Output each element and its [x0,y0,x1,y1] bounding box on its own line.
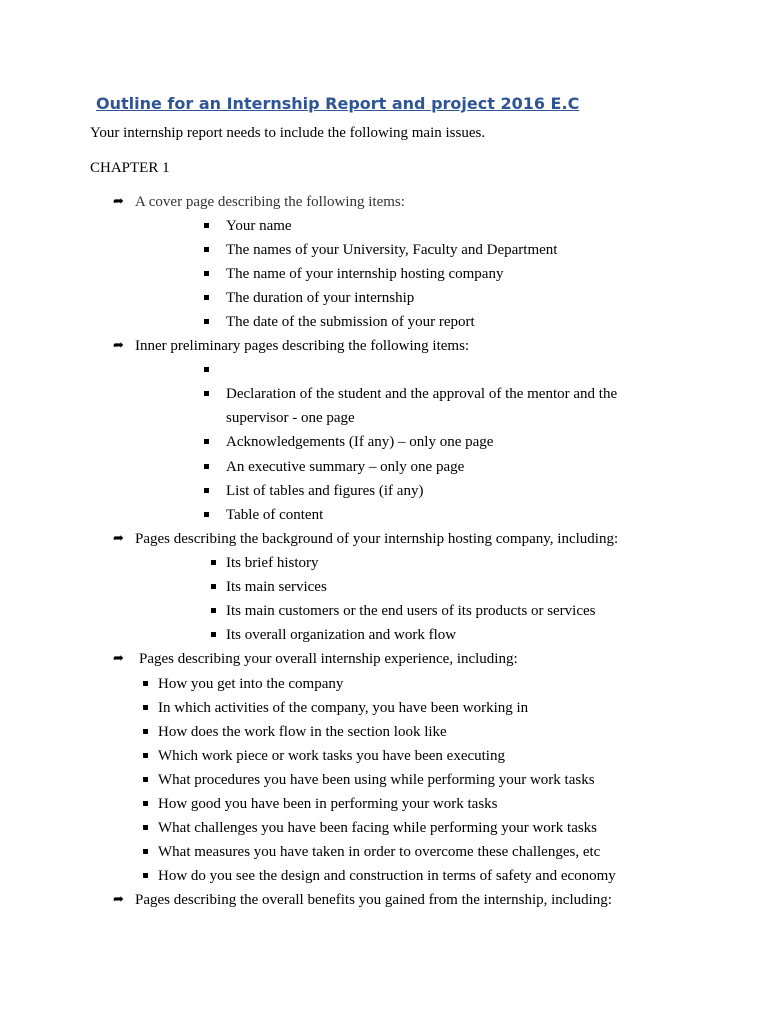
list-item: The duration of your internship [226,290,415,306]
intro-paragraph: Your internship report needs to include the following main issues. [90,125,486,141]
list-item: How does the work flow in the section look like [158,724,447,740]
list-item: How you get into the company [158,676,344,692]
list-item: The names of your University, Faculty and Department [226,242,558,258]
square-bullet-icon [204,391,209,396]
square-bullet-icon [204,295,209,300]
square-bullet-icon [204,512,209,517]
square-bullet-icon [211,608,216,613]
square-bullet-icon [143,753,148,758]
list-item: Its overall organization and work flow [226,627,457,643]
arrow-bullet-icon: ➦ [113,194,124,209]
list-item: Its brief history [226,555,319,571]
chapter-heading: CHAPTER 1 [90,160,170,176]
list-item: Declaration of the student and the approval of the mentor and the [226,386,618,402]
list-item: Your name [226,218,292,234]
square-bullet-icon [143,849,148,854]
list-item: In which activities of the company, you have been working in [158,700,529,716]
list-item: What challenges you have been facing while performing your work tasks [158,820,598,836]
square-bullet-icon [211,632,216,637]
square-bullet-icon [143,825,148,830]
list-item: An executive summary – only one page [226,459,465,475]
section-heading: Pages describing the overall benefits you gained from the internship, including: [135,892,612,908]
list-item: How do you see the design and construction in terms of safety and economy [158,868,616,884]
list-item: The name of your internship hosting company [226,266,504,282]
square-bullet-icon [211,560,216,565]
square-bullet-icon [204,223,209,228]
square-bullet-icon [204,271,209,276]
arrow-bullet-icon: ➦ [113,338,124,353]
square-bullet-icon [204,247,209,252]
section-heading: A cover page describing the following items: [135,194,405,210]
document-title: Outline for an Internship Report and project 2016 E.C [96,94,580,113]
square-bullet-icon [143,705,148,710]
square-bullet-icon [204,488,209,493]
list-item-continuation: supervisor - one page [226,410,355,426]
list-item: List of tables and figures (if any) [226,483,424,499]
list-item: How good you have been in performing your work tasks [158,796,498,812]
square-bullet-icon [211,584,216,589]
list-item: The date of the submission of your report [226,314,475,330]
square-bullet-icon [143,681,148,686]
square-bullet-icon [143,777,148,782]
list-item: What measures you have taken in order to overcome these challenges, etc [158,844,601,860]
list-item: Its main customers or the end users of its products or services [226,603,596,619]
list-item: Which work piece or work tasks you have been executing [158,748,505,764]
section-heading: Inner preliminary pages describing the following items: [135,338,470,354]
square-bullet-icon [204,439,209,444]
arrow-bullet-icon: ➦ [113,892,124,907]
square-bullet-icon [143,729,148,734]
list-item: Acknowledgements (If any) – only one page [226,434,494,450]
arrow-bullet-icon: ➦ [113,531,124,546]
list-item: Its main services [226,579,327,595]
square-bullet-icon [143,873,148,878]
square-bullet-icon [204,367,209,372]
list-item: What procedures you have been using while performing your work tasks [158,772,595,788]
square-bullet-icon [204,319,209,324]
section-heading: Pages describing your overall internship experience, including: [139,651,518,667]
section-heading: Pages describing the background of your internship hosting company, including: [135,531,619,547]
square-bullet-icon [143,801,148,806]
list-item: Table of content [226,507,324,523]
square-bullet-icon [204,464,209,469]
arrow-bullet-icon: ➦ [113,651,124,666]
